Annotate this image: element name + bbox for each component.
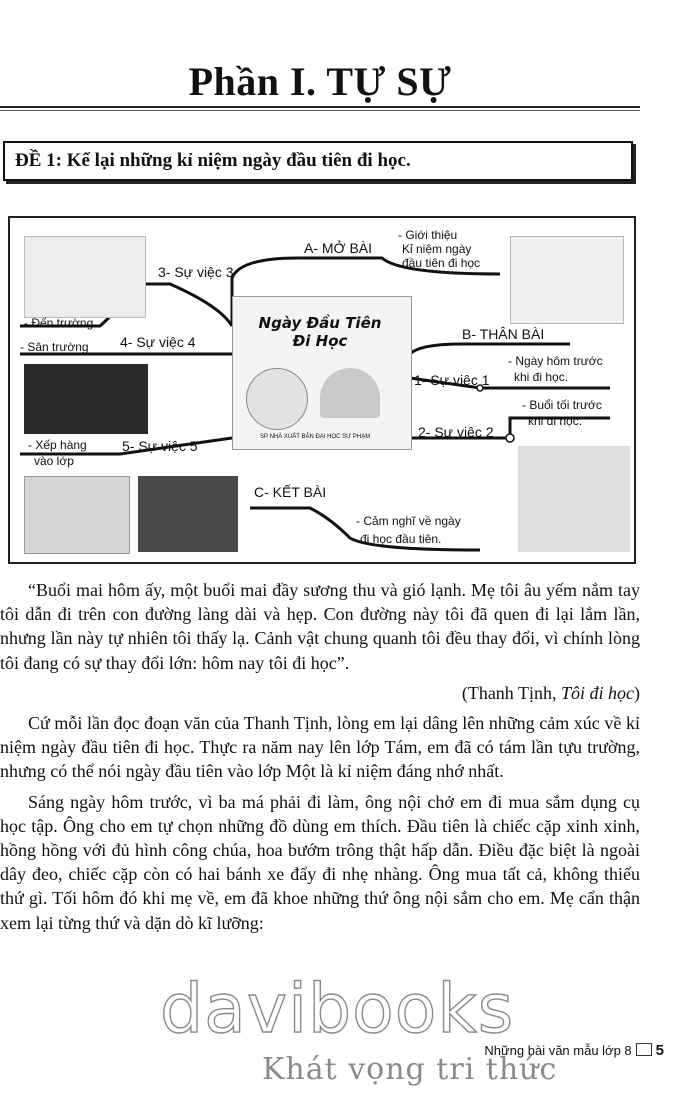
title-rule-thin [0, 110, 640, 111]
center-credit: SP NHÀ XUẤT BẢN ĐẠI HỌC SƯ PHẠM [260, 434, 371, 440]
event-5-detail-1: - Xếp hàng [28, 438, 87, 452]
illustration-child-thinking [510, 236, 624, 324]
photo-lining-up [24, 476, 130, 554]
event-2-detail-1: - Buổi tối trước [522, 398, 602, 412]
topic-heading: ĐỀ 1: Kể lại những kỉ niệm ngày đầu tiên đi học. [3, 141, 633, 181]
event-5-label: 5- Sự việc 5 [122, 438, 198, 454]
branch-conclusion-label: C- KẾT BÀI [254, 484, 327, 500]
intro-note-line-2: Kỉ niệm ngày [402, 242, 472, 256]
event-1-detail-2: khi đi học. [514, 370, 569, 384]
center-title: Ngày Đầu Tiên Đi Học [258, 314, 382, 350]
branch-intro-label: A- MỞ BÀI [304, 240, 373, 256]
event-4-detail: - Sân trường [20, 340, 89, 354]
essay-paragraph-1: Cứ mỗi lần đọc đoạn văn của Thanh Tịnh, lòng em lại dâng lên những cảm xúc về kỉ niệm ngày đầu tiên đi học. Thực ra năm nay lên lớp Tám, em đã có tám lần tựu trường, nhưng có thể nói ngày đầu tiên vào lớp Một là kỉ niệm đáng nhớ nhất. [0, 713, 640, 782]
citation-work: Tôi đi học [560, 682, 634, 703]
intro-note-line-3: đầu tiên đi học [402, 256, 481, 270]
event-1-detail-1: - Ngày hôm trước [508, 354, 603, 368]
watermark-brand: davibooks [160, 970, 515, 1049]
conclusion-detail-2: đi học đầu tiên. [360, 532, 442, 546]
mind-map [8, 216, 636, 564]
quote-citation [0, 681, 640, 705]
illustration-children-walking [24, 236, 146, 318]
event-3-label: 3- Sự việc 3 [158, 264, 234, 280]
event-4-label: 4- Sự việc 4 [120, 334, 196, 350]
photo-first-grade [138, 476, 238, 552]
conclusion-detail-1: - Cảm nghĩ về ngày [356, 514, 461, 528]
photo-schoolyard [24, 364, 148, 434]
footer-book-title: Những bài văn mẫu lớp 8 [484, 1043, 632, 1058]
citation-close: ) [634, 682, 640, 703]
essay-body [0, 578, 640, 935]
branch-body-label: B- THÂN BÀI [462, 326, 545, 342]
child-illustration [246, 368, 308, 430]
event-2-label: 2- Sự việc 2 [418, 424, 494, 440]
publisher-logo-icon [636, 1043, 652, 1056]
intro-note-line-1: - Giới thiệu [398, 228, 458, 242]
watermark-slogan: Khát vọng tri thức [262, 1052, 558, 1087]
page-footer [484, 1042, 664, 1059]
branch-body-line [410, 344, 570, 354]
event-1-label: 1- Sự việc 1 [414, 372, 490, 388]
title-rule [0, 106, 640, 108]
branch-event3-line [140, 284, 232, 326]
event-5-detail-2: vào lớp [34, 454, 74, 468]
part-title: Phần I. TỰ SỰ [188, 59, 452, 104]
photo-child-writing [518, 446, 630, 552]
page-number: 5 [655, 1042, 664, 1059]
event-3-detail: - Đến trường [24, 316, 94, 330]
event-2-detail-2: khi đi học. [528, 414, 583, 428]
quote-paragraph: “Buổi mai hôm ấy, một buổi mai đầy sương thu và gió lạnh. Mẹ tôi âu yếm nắm tay tôi dẫn đi trên con đường làng dài và hẹp. Con đường này tôi đã quen đi lại lắm lần, nhưng lần này tự nhiên tôi thấy lạ. Cảnh vật chung quanh tôi đều thay đổi, vì chính lòng tôi đang có sự thay đổi lớn: hôm nay tôi đi học”. [0, 580, 640, 673]
essay-paragraph-2: Sáng ngày hôm trước, vì ba má phải đi làm, ông nội chở em đi mua sắm dụng cụ học tập. Ông cho em tự chọn những đồ dùng em thích. Đầu tiên là chiếc cặp xinh xinh, hồng hồng với đủ hình công chúa, hoa bướm trông thật hấp dẫn. Điều đặc biệt là ngoài dây đeo, chiếc cặp còn có hai bánh xe đẩy đi nhẹ nhàng. Ông mua tất cả, không thiếu thứ gì. Tối hôm đó khi mẹ về, em đã khoe những thứ ông nội sắm cho em. Mẹ cẩn thận xem lại từng thứ và dặn dò kĩ lưỡng: [0, 791, 640, 933]
citation-author: (Thanh Tịnh, [461, 682, 561, 703]
